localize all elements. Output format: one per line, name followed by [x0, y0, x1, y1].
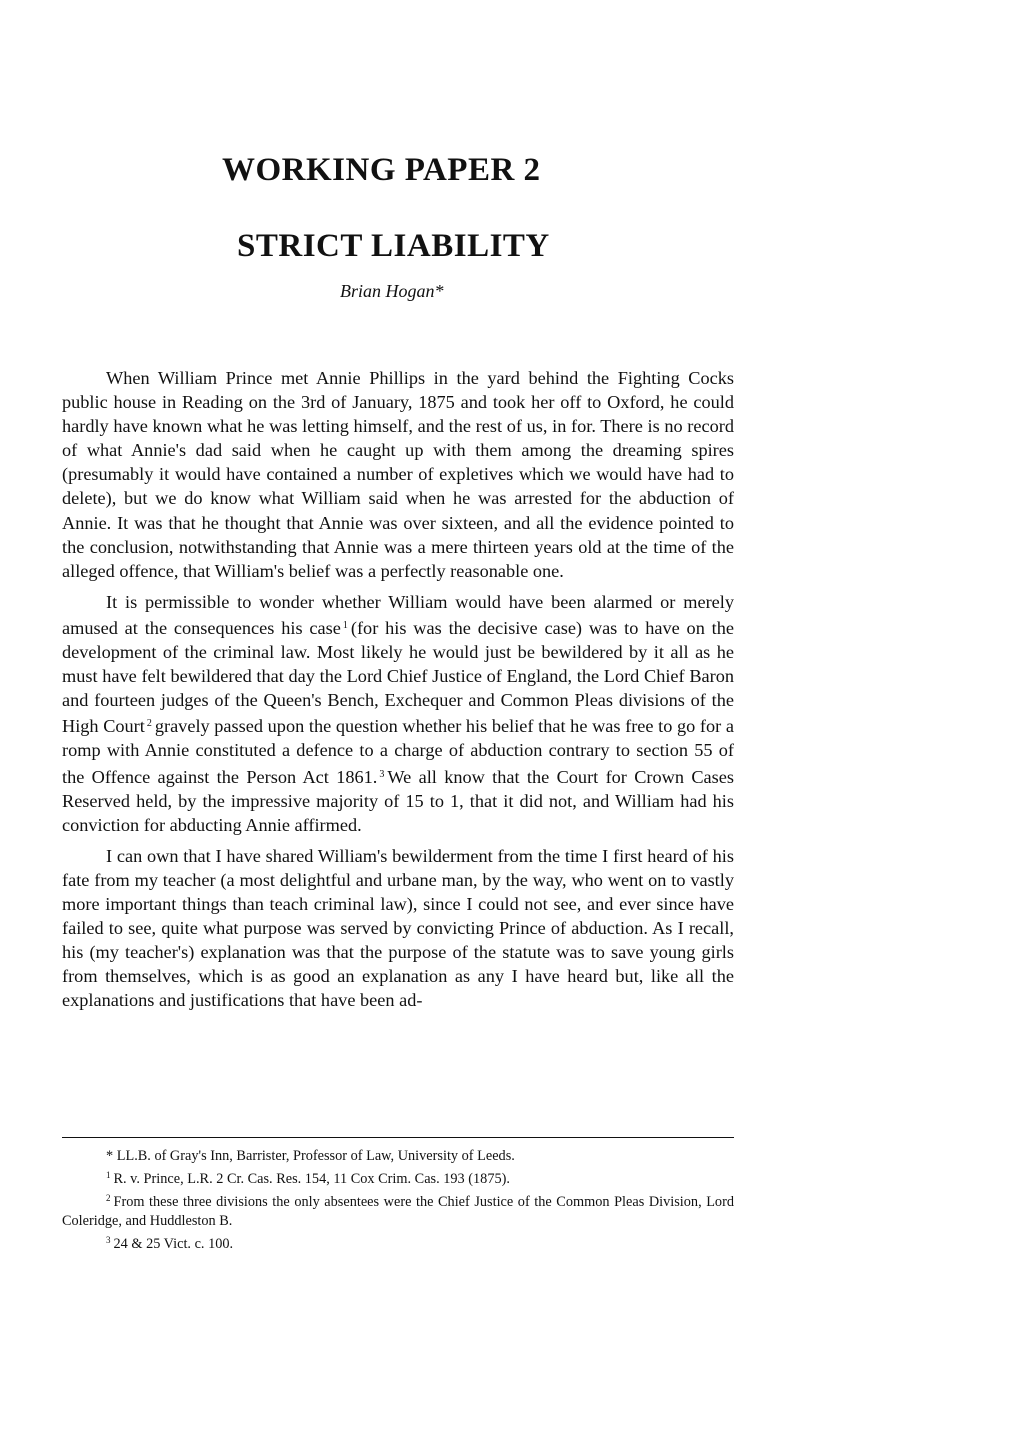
footnote-3-text: 24 & 25 Vict. c. 100. [113, 1236, 234, 1252]
footnote-2-mark: 2 [106, 1193, 111, 1203]
footnote-3-mark: 3 [106, 1235, 111, 1245]
footnote-2 [62, 1189, 734, 1231]
footnote-ref-3: 3 [379, 768, 385, 780]
footnote-1 [62, 1166, 734, 1189]
footnote-ref-2: 2 [146, 718, 152, 730]
footnote-2-text: From these three divisions the only absentees were the Chief Justice of the Common Pleas Division, Lord Coleridge, and Huddleston B. [62, 1194, 734, 1229]
working-paper-heading: WORKING PAPER 2 [222, 152, 541, 188]
footnote-divider [62, 1137, 734, 1138]
footnote-1-mark: 1 [106, 1170, 111, 1180]
body-text [62, 366, 734, 1019]
paragraph-2-part-b: (for his was the decisive case) was to have on the development of the criminal law. Most likely he would just be bewildered by it all as he must have felt bewildered that day the Lord Chief Justice of England, the Lord Chief Baron and fourteen judges of the Queen's Bench, Exchequer and Common Pleas divisions of the High Court [62, 617, 735, 737]
footnote-1-text: R. v. Prince, L.R. 2 Cr. Cas. Res. 154, 11 Cox Crim. Cas. 193 (1875). [113, 1171, 510, 1187]
paragraph-2-part-c: gravely passed upon the question whether his belief that he was free to go for a romp with Annie constituted a defence to a charge of abduction contrary to section 55 of the Offence against the Person Act 1861. [62, 716, 734, 787]
paragraph-2-part-a: It is permissible to wonder whether William would have been alarmed or merely amused at the consequences his case [62, 591, 734, 638]
paragraph-3: I can own that I have shared William's bewilderment from the time I first heard of his fate from my teacher (a most delightful and urbane man, by the way, who went on to vastly more important things than teach criminal law), since I could not see, and ever since have failed to see, quite what purpose was served by convicting Prince of abduction. As I recall, his (my teacher's) explanation was that the purpose of the statute was to save young girls from themselves, which is as good an explanation as any I have heard but, like all the explanations and justifications that have been ad- [62, 845, 734, 1011]
footnotes [62, 1147, 734, 1254]
paragraph-1: When William Prince met Annie Phillips in the yard behind the Fighting Cocks public house in Reading on the 3rd of January, 1875 and took her off to Oxford, he could hardly have known what he was letting himself, and the rest of us, in for. There is no record of what Annie's dad said when he caught up with them among the dreaming spires (presumably it would have contained a number of expletives which we would have had to delete), but we do know what William said when he was arrested for the abduction of Annie. It was that he thought that Annie was over sixteen, and all the evidence pointed to the conclusion, notwithstanding that Annie was a mere thirteen years old at the time of the alleged offence, that William's belief was a perfectly reasonable one. [62, 368, 734, 581]
author-byline: Brian Hogan* [340, 281, 444, 301]
page-title: STRICT LIABILITY [237, 228, 550, 264]
footnote-3 [62, 1231, 734, 1254]
footnote-star: * LL.B. of Gray's Inn, Barrister, Professor of Law, University of Leeds. [106, 1148, 515, 1164]
footnote-ref-1: 1 [342, 619, 348, 631]
paragraph-2-part-d: We all know that the Court for Crown Cases Reserved held, by the impressive majority of 15 to 1, that it did not, and William had his conviction for abducting Annie affirmed. [62, 766, 734, 835]
paragraph-2 [62, 590, 734, 837]
